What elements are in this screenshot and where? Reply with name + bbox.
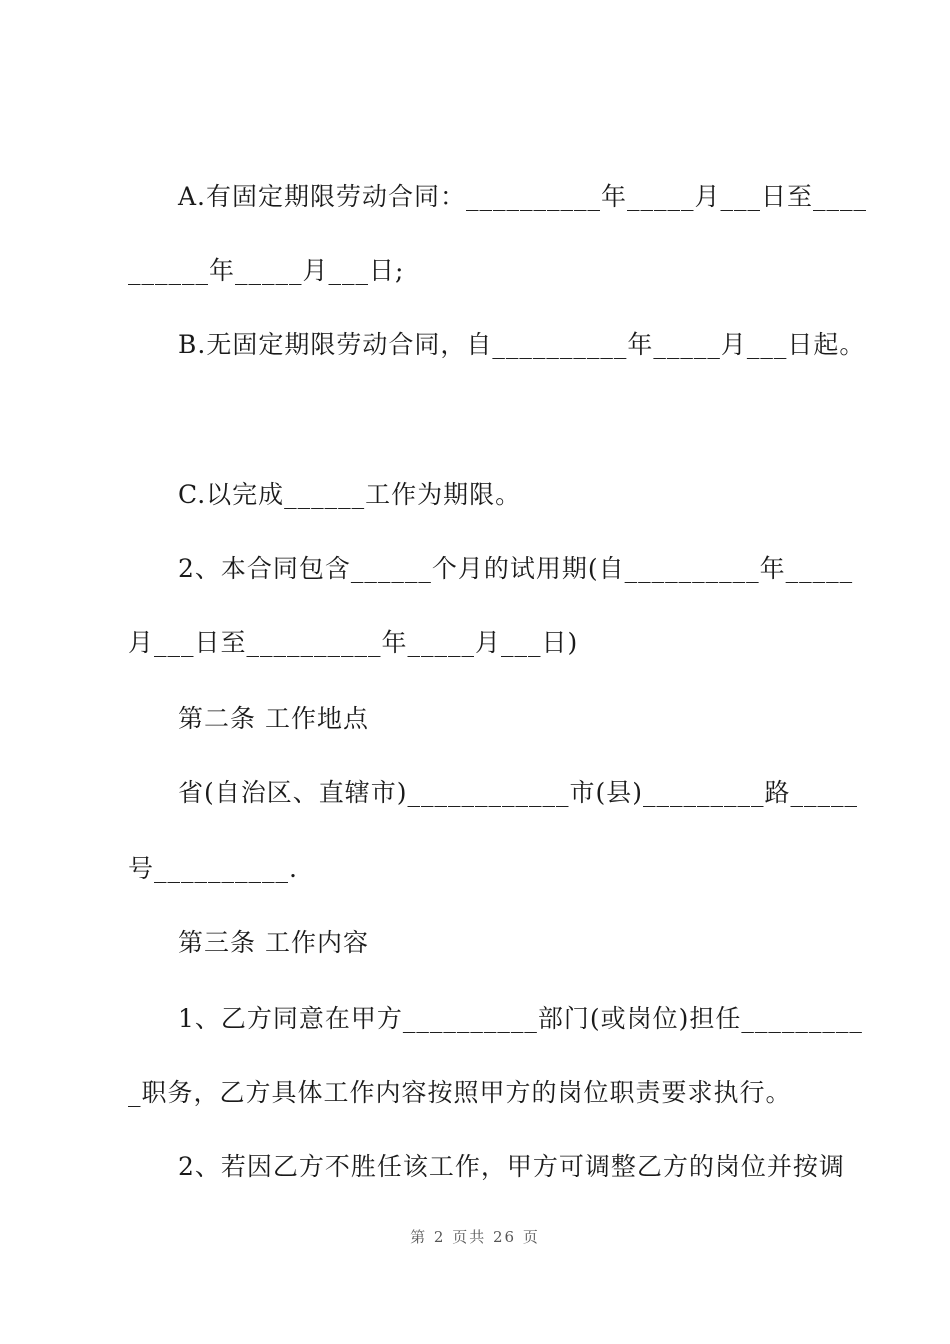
page-number-footer: 第 2 页共 26 页: [410, 1228, 540, 1246]
work-location-line-cont: 号__________.: [128, 854, 298, 883]
article-three-heading: 第三条 工作内容: [178, 928, 369, 957]
job-adjustment-line: 2、若因乙方不胜任该工作，甲方可调整乙方的岗位并按调: [178, 1152, 845, 1181]
job-position-line-cont: _职务，乙方具体工作内容按照甲方的岗位职责要求执行。: [128, 1078, 792, 1107]
task-based-contract-line: C.以完成______工作为期限。: [178, 480, 522, 509]
article-two-heading: 第二条 工作地点: [178, 704, 369, 733]
open-ended-contract-line: B.无固定期限劳动合同，自__________年_____月___日起。: [178, 330, 866, 359]
job-position-line: 1、乙方同意在甲方__________部门(或岗位)担任_________: [178, 1004, 863, 1033]
probation-period-line-cont: 月___日至__________年_____月___日): [128, 628, 579, 657]
fixed-term-contract-line: A.有固定期限劳动合同：__________年_____月___日至____: [178, 182, 868, 211]
fixed-term-contract-line-cont: ______年_____月___日;: [128, 256, 405, 285]
probation-period-line: 2、本合同包含______个月的试用期(自__________年_____: [178, 554, 854, 583]
work-location-line: 省(自治区、直辖市)____________市(县)_________路_____: [178, 778, 859, 807]
